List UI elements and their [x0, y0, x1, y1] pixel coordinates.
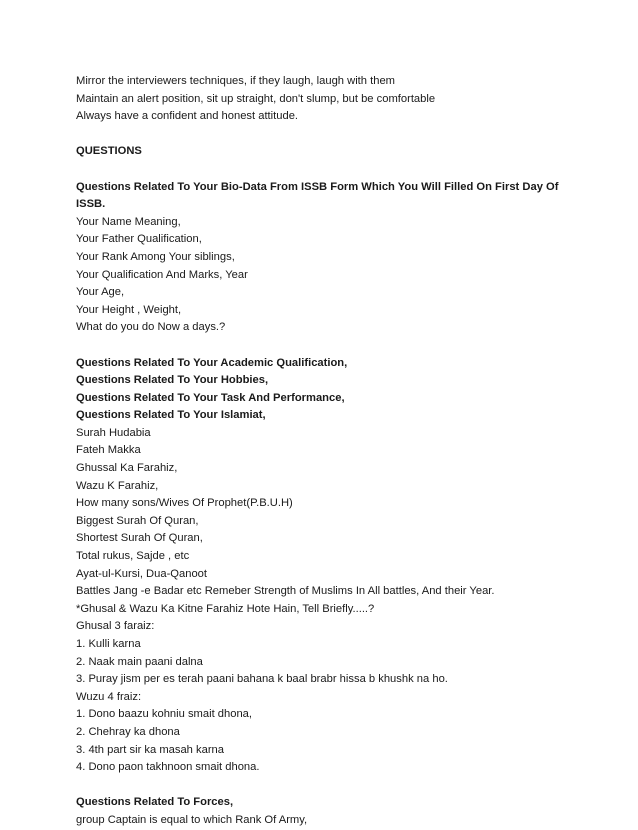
spacer — [76, 161, 566, 179]
islamiat-item: 1. Kulli karna — [76, 638, 141, 650]
islamiat-item: Ghusal 3 faraiz: — [76, 620, 155, 633]
islamiat-item: 3. 4th part sir ka masah karna — [76, 743, 224, 756]
islamiat-item: Fateh Makka — [76, 444, 141, 457]
biodata-item: What do you do Now a days.? — [76, 321, 226, 334]
spacer — [76, 337, 566, 355]
islamiat-item: Shortest Surah Of Quran, — [76, 532, 203, 545]
intro-line-3: Always have a confident and honest attitude. — [76, 110, 299, 123]
questions-heading: QUESTIONS — [76, 145, 142, 158]
spacer — [76, 126, 566, 144]
biodata-item: Your Name Meaning, — [76, 215, 181, 228]
biodata-item: Your Height , Weight, — [76, 303, 182, 316]
forces-heading: Questions Related To Forces, — [76, 796, 234, 809]
islamiat-item: Ayat-ul-Kursi, Dua-Qanoot — [76, 567, 207, 580]
forces-item: group Captain is equal to which Rank Of Army, — [76, 813, 308, 826]
biodata-item: Your Rank Among Your siblings, — [76, 250, 235, 263]
intro-line-1: Mirror the interviewers techniques, if they laugh, laugh with them — [76, 75, 395, 87]
academic-heading: Questions Related To Your Academic Qualification, — [76, 356, 348, 369]
islamiat-item: 4. Dono paon takhnoon smait dhona. — [76, 761, 260, 774]
islamiat-item: Ghussal Ka Farahiz, — [76, 462, 178, 475]
document-content — [76, 73, 566, 830]
spacer — [76, 777, 566, 795]
islamiat-item: Biggest Surah Of Quran, — [76, 514, 199, 527]
task-performance-heading: Questions Related To Your Task And Performance, — [76, 391, 345, 404]
hobbies-heading: Questions Related To Your Hobbies, — [76, 374, 269, 387]
islamiat-heading: Questions Related To Your Islamiat, — [76, 409, 266, 422]
islamiat-item: How many sons/Wives Of Prophet(P.B.U.H) — [76, 497, 293, 510]
islamiat-item: *Ghusal & Wazu Ka Kitne Farahiz Hote Hain, Tell Briefly.....? — [76, 602, 375, 615]
biodata-item: Your Qualification And Marks, Year — [76, 268, 248, 281]
biodata-item: Your Age, — [76, 286, 125, 299]
islamiat-item: Wuzu 4 fraiz: — [76, 690, 142, 703]
islamiat-item: Wazu K Farahiz, — [76, 479, 159, 492]
islamiat-item: 2. Chehray ka dhona — [76, 725, 180, 738]
islamiat-item: Total rukus, Sajde , etc — [76, 550, 190, 563]
islamiat-item: 1. Dono baazu kohniu smait dhona, — [76, 708, 253, 721]
islamiat-item: Battles Jang -e Badar etc Remeber Strength of Muslims In All battles, And their Year. — [76, 585, 495, 598]
intro-line-2: Maintain an alert position, sit up straight, don't slump, but be comfortable — [76, 92, 436, 105]
islamiat-item: 2. Naak main paani dalna — [76, 655, 203, 668]
biodata-heading: Questions Related To Your Bio-Data From ISSB Form Which You Will Filled On First Day Of ISSB. — [76, 180, 559, 211]
islamiat-item: 3. Puray jism per es terah paani bahana k baal brabr hissa b khushk na ho. — [76, 673, 448, 686]
biodata-item: Your Father Qualification, — [76, 233, 202, 246]
islamiat-item: Surah Hudabia — [76, 426, 151, 439]
